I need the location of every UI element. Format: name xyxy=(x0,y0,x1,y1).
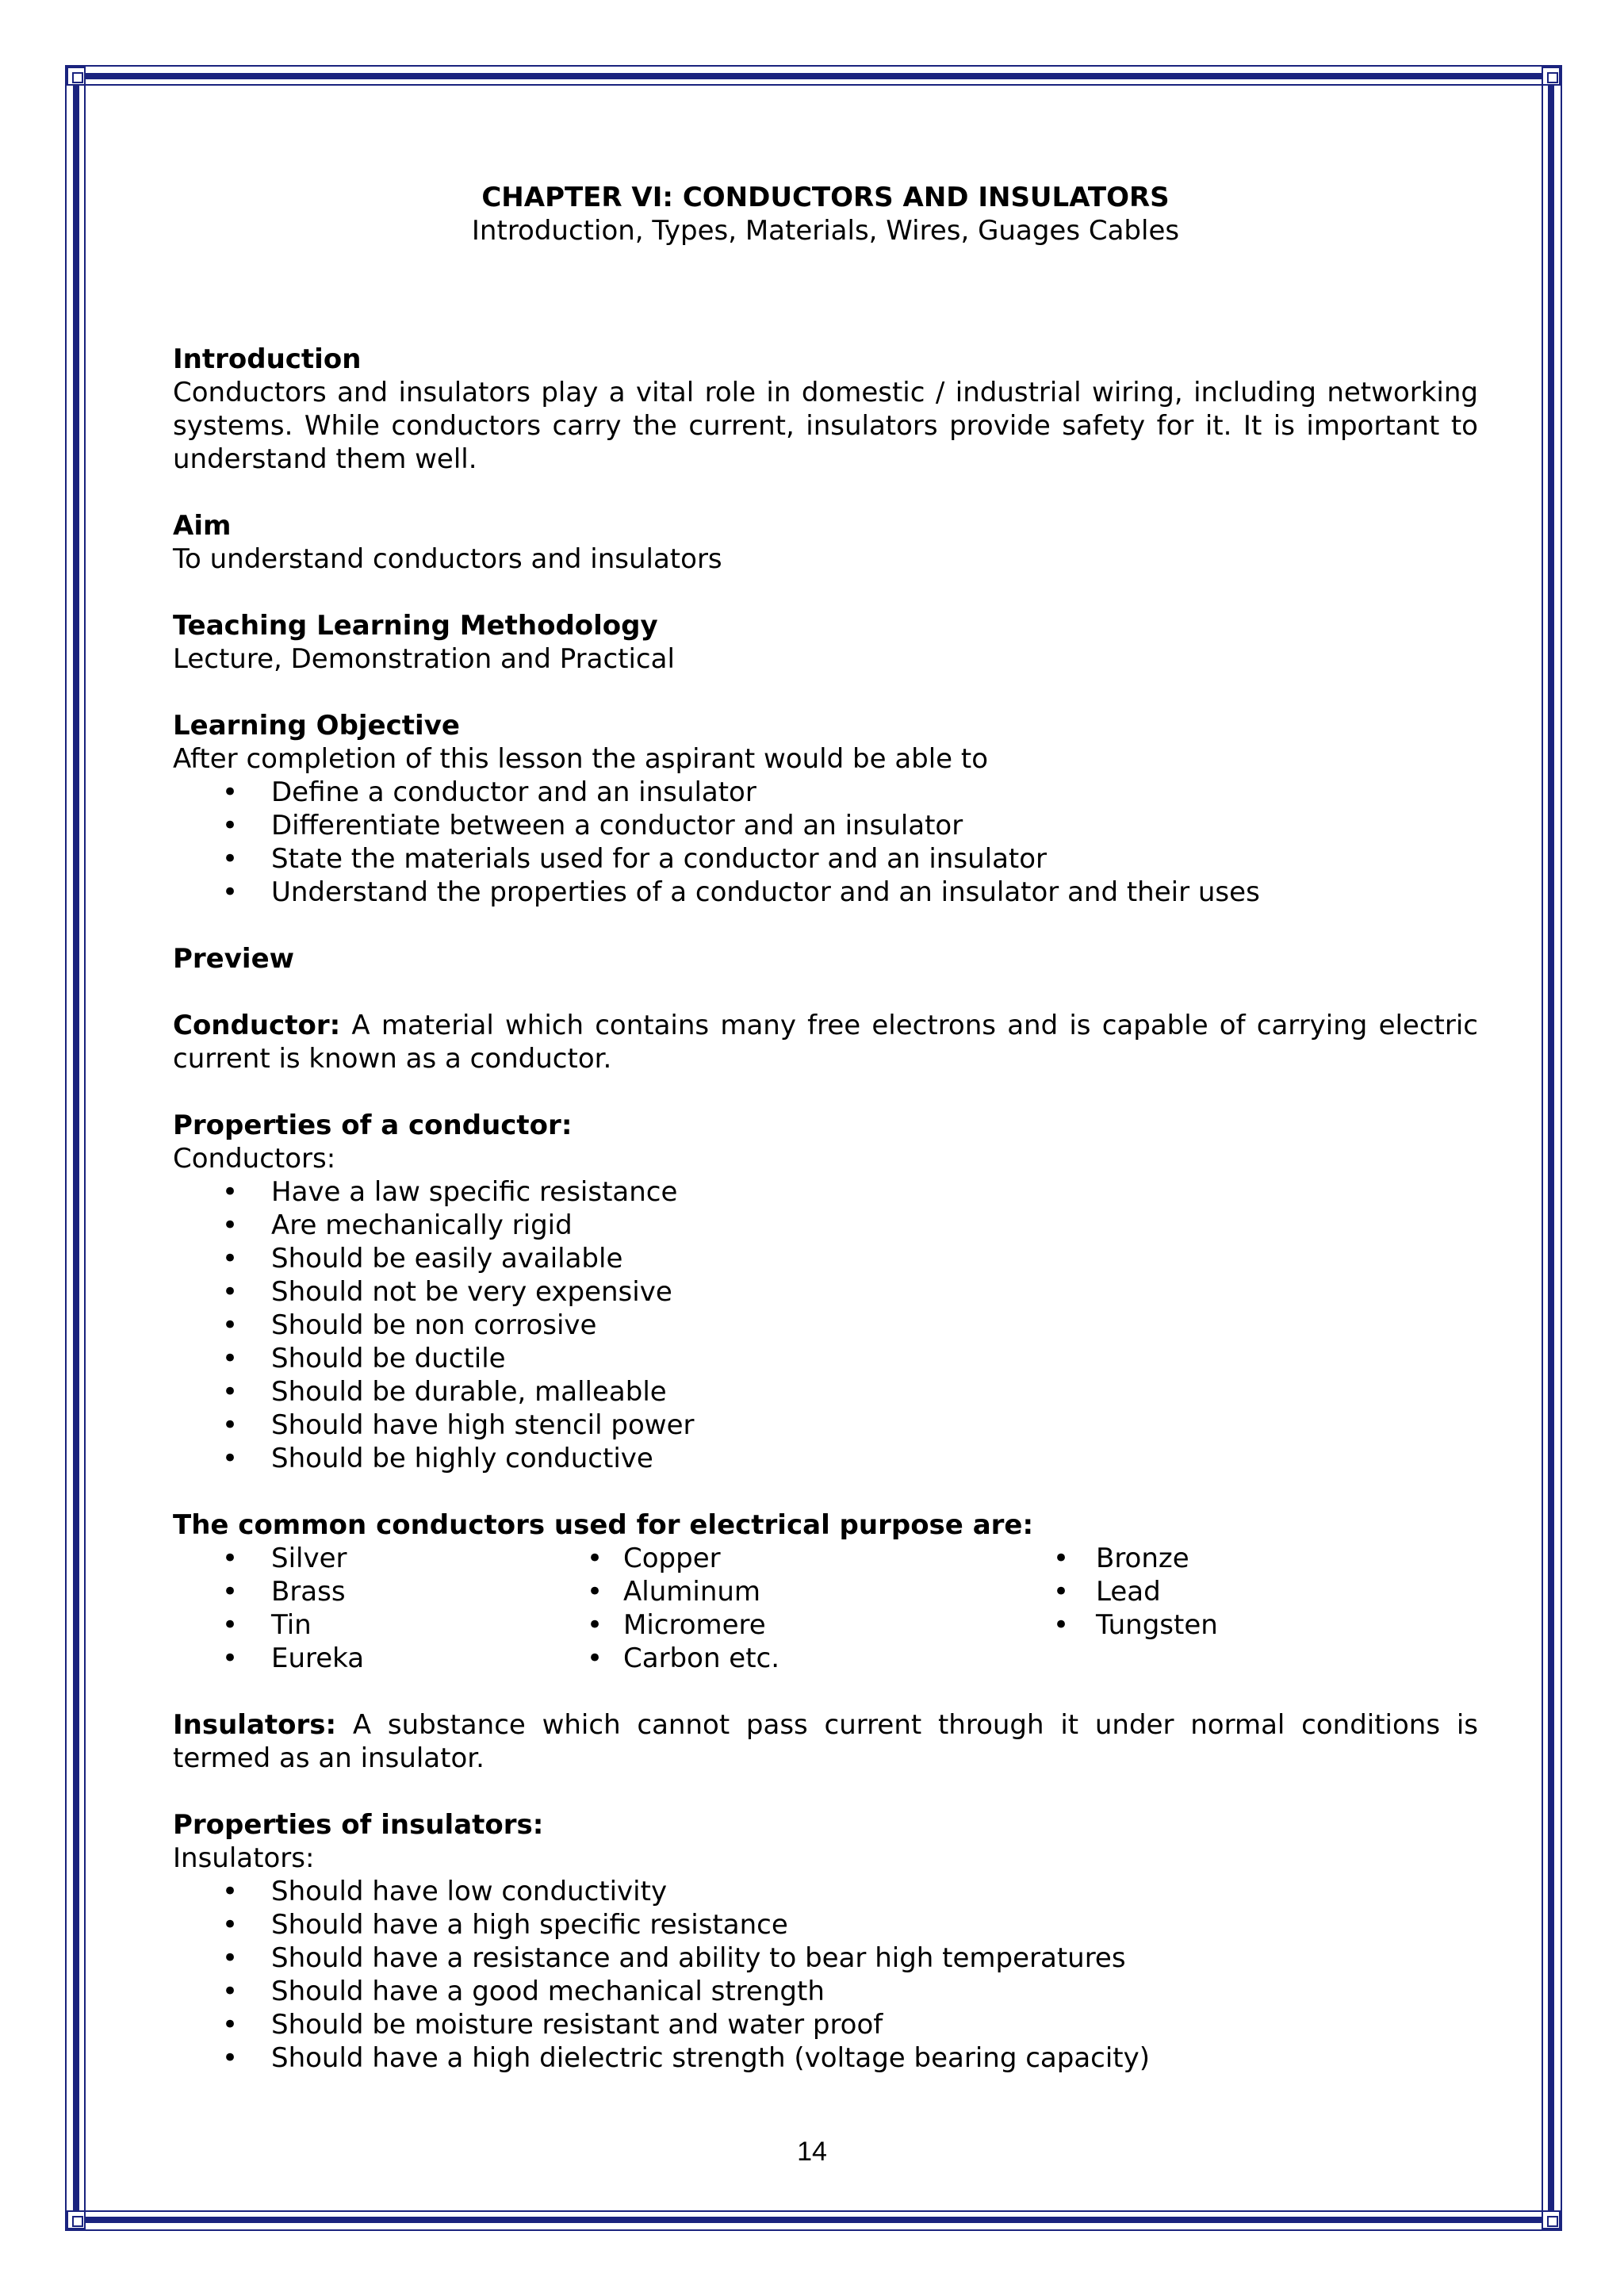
introduction-heading: Introduction xyxy=(173,343,362,375)
methodology-text: Lecture, Demonstration and Practical xyxy=(173,643,675,675)
list-item: • Brass xyxy=(271,1575,587,1608)
list-item: • Define a conductor and an insulator xyxy=(271,776,1478,809)
list-item: • Tungsten xyxy=(1053,1608,1218,1642)
conductor-properties-heading: Properties of a conductor: xyxy=(173,1110,573,1141)
list-item: • Should have a high dielectric strength (voltage bearing capacity) xyxy=(271,2041,1478,2075)
list-item: • Should be easily available xyxy=(271,1242,1478,1275)
insulator-properties-heading: Properties of insulators: xyxy=(173,1809,544,1841)
list-item: • Should have a resistance and ability to bear high temperatures xyxy=(271,1941,1478,1975)
list-item: • Should be ductile xyxy=(271,1342,1478,1375)
conductor-properties-list xyxy=(173,1175,1478,1475)
insulator-properties-list xyxy=(173,1875,1478,2075)
introduction-text: Conductors and insulators play a vital role in domestic / industrial wiring, including networking systems. While conductors carry the current, insulators provide safety for it. It is important to understand them well. xyxy=(173,377,1478,475)
chapter-title: CHAPTER VI: CONDUCTORS AND INSULATORS xyxy=(481,182,1170,213)
list-item: • Should be durable, malleable xyxy=(271,1375,1478,1409)
list-item: • Should have high stencil power xyxy=(271,1409,1478,1442)
conductor-term: Conductor: xyxy=(173,1010,341,1041)
list-item: • Micromere xyxy=(587,1608,1053,1642)
list-item: • Should not be very expensive xyxy=(271,1275,1478,1309)
list-item: • Tin xyxy=(271,1608,587,1642)
list-item: • Bronze xyxy=(1053,1542,1218,1575)
insulator-properties-intro: Insulators: xyxy=(173,1842,315,1874)
common-conductors-col-3 xyxy=(1053,1542,1218,1675)
list-item: • Have a law specific resistance xyxy=(271,1175,1478,1209)
corner-ornament-bottom-right xyxy=(1542,2210,1561,2229)
conductor-definition-text: A material which contains many free electrons and is capable of carrying electric current is known as a conductor. xyxy=(173,1010,1478,1075)
common-conductors-columns xyxy=(173,1542,1478,1675)
conductor-properties-intro: Conductors: xyxy=(173,1143,336,1175)
list-item: • Carbon etc. xyxy=(587,1642,1053,1675)
list-item: • Differentiate between a conductor and an insulator xyxy=(271,809,1478,842)
preview-heading: Preview xyxy=(173,943,295,975)
list-item: • State the materials used for a conductor and an insulator xyxy=(271,842,1478,876)
list-item: • Should have low conductivity xyxy=(271,1875,1478,1908)
objective-intro: After completion of this lesson the aspirant would be able to xyxy=(173,743,989,775)
list-item: • Should be highly conductive xyxy=(271,1442,1478,1475)
objective-heading: Learning Objective xyxy=(173,710,460,742)
aim-text: To understand conductors and insulators xyxy=(173,543,722,575)
list-item: • Are mechanically rigid xyxy=(271,1209,1478,1242)
methodology-heading: Teaching Learning Methodology xyxy=(173,610,658,642)
list-item: • Silver xyxy=(271,1542,587,1575)
page-content xyxy=(173,181,1478,2075)
list-item: • Understand the properties of a conductor and an insulator and their uses xyxy=(271,876,1478,909)
objective-list xyxy=(173,776,1478,909)
insulator-definition-text: A substance which cannot pass current through it under normal conditions is termed as an insulator. xyxy=(173,1709,1478,1774)
corner-ornament-top-left xyxy=(67,67,86,86)
list-item: • Should have a high specific resistance xyxy=(271,1908,1478,1941)
insulator-definition xyxy=(173,1708,1478,1775)
list-item: • Should have a good mechanical strength xyxy=(271,1975,1478,2008)
insulator-term: Insulators: xyxy=(173,1709,337,1741)
page-number: 14 xyxy=(797,2137,827,2167)
common-conductors-col-1 xyxy=(173,1542,587,1675)
list-item: • Copper xyxy=(587,1542,1053,1575)
list-item: • Should be non corrosive xyxy=(271,1309,1478,1342)
conductor-definition xyxy=(173,1009,1478,1075)
chapter-subtitle: Introduction, Types, Materials, Wires, Guages Cables xyxy=(471,215,1180,247)
list-item: • Eureka xyxy=(271,1642,587,1675)
list-item: • Aluminum xyxy=(587,1575,1053,1608)
corner-ornament-top-right xyxy=(1542,67,1561,86)
corner-ornament-bottom-left xyxy=(67,2210,86,2229)
common-conductors-heading: The common conductors used for electrical purpose are: xyxy=(173,1509,1034,1541)
aim-heading: Aim xyxy=(173,510,232,542)
list-item: • Lead xyxy=(1053,1575,1218,1608)
common-conductors-col-2 xyxy=(587,1542,1053,1675)
list-item: • Should be moisture resistant and water proof xyxy=(271,2008,1478,2041)
